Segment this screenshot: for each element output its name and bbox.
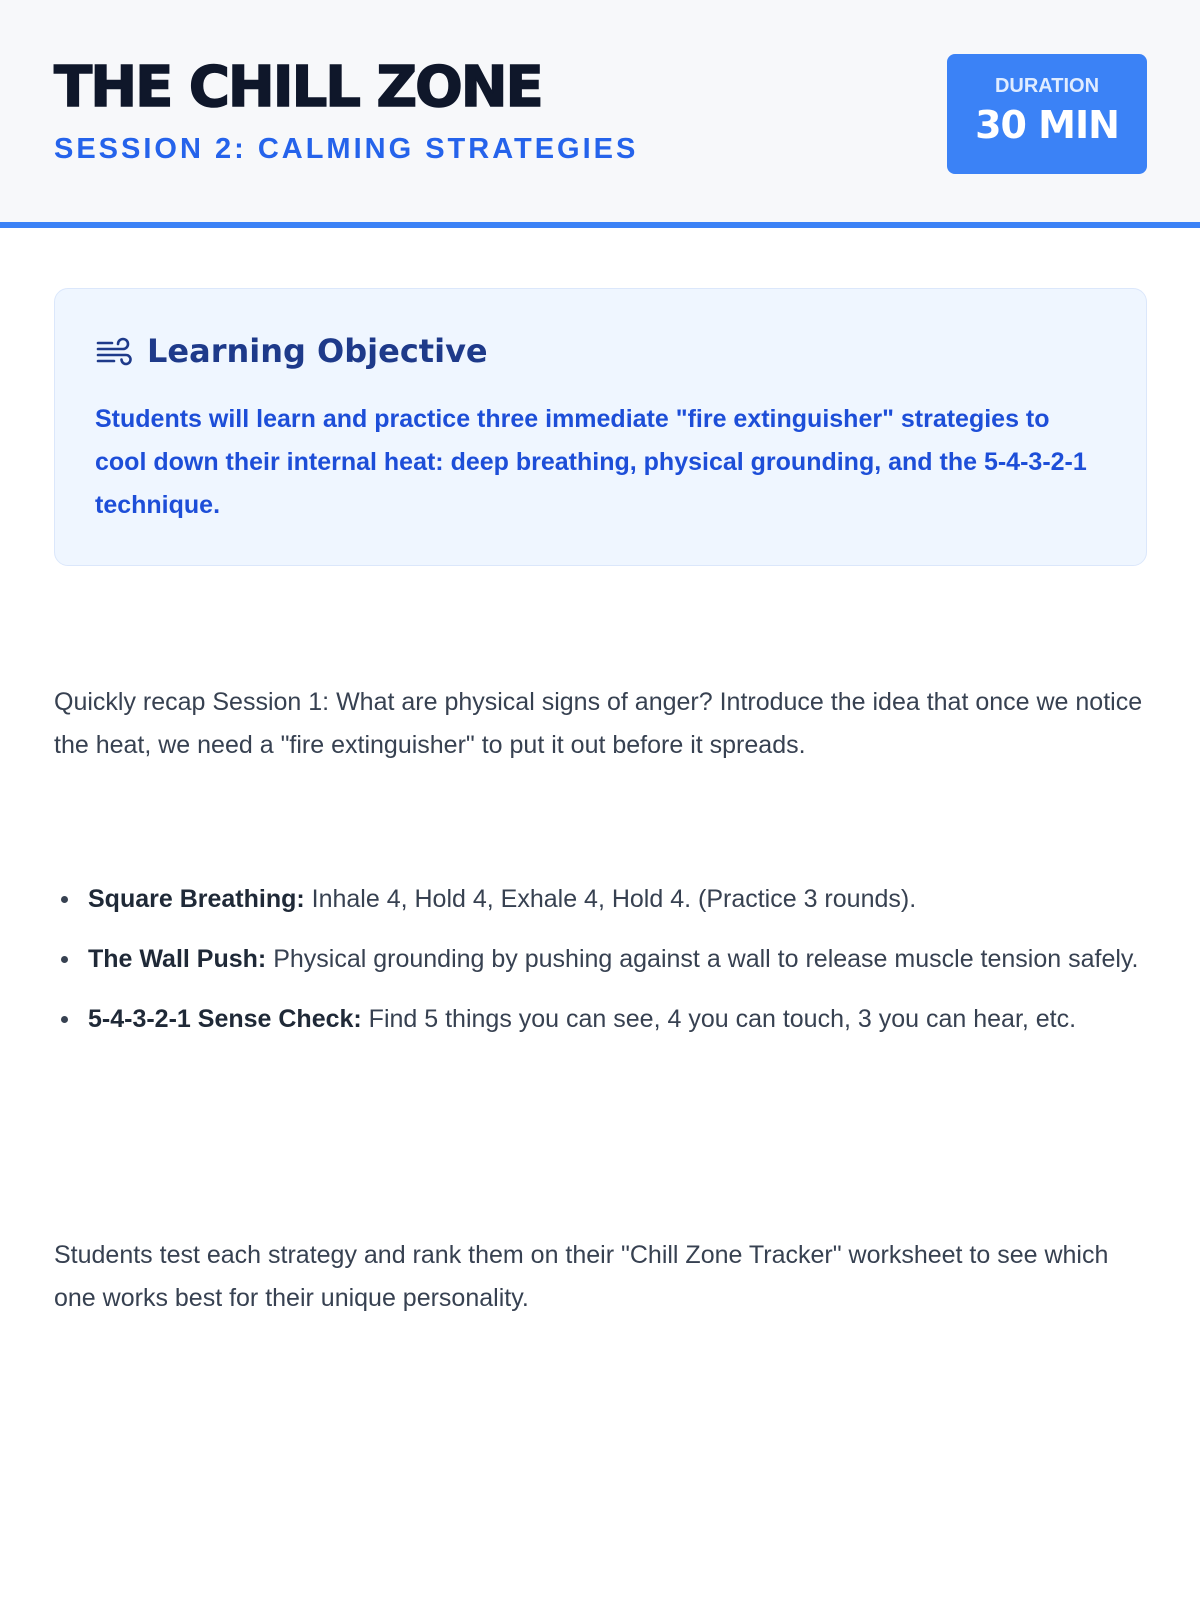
strategy-list (54, 879, 1178, 1059)
objective-text: Students will learn and practice three immediate "fire extinguisher" strategies to cool down their internal heat: deep breathing, physical grounding, and the 5-4-3-2-1 technique. (95, 405, 1087, 519)
strategy-name: The Wall Push: (88, 945, 267, 973)
objective-title: Learning Objective (147, 332, 488, 370)
strategy-description: Find 5 things you can see, 4 you can touch, 3 you can hear, etc. (361, 1005, 1077, 1033)
bullet-point (61, 896, 68, 903)
bullet-point (61, 1016, 68, 1023)
duration-value: 30 MIN (975, 103, 1119, 147)
strategy-item-square-breathing (88, 879, 1178, 919)
duration-label: DURATION (994, 75, 1100, 97)
strategy-description: Physical grounding by pushing against a wall to release muscle tension safely. (266, 945, 1139, 973)
strategy-name: 5-4-3-2-1 Sense Check: (88, 1005, 362, 1033)
duration-badge (947, 54, 1147, 174)
objective-heading (95, 331, 488, 371)
wind-icon (95, 335, 135, 367)
page-title: THE CHILL ZONE (54, 55, 542, 120)
page-header (0, 0, 1200, 228)
intro-paragraph: Quickly recap Session 1: What are physical signs of anger? Introduce the idea that once we notice the heat, we need a "fire extinguisher" to put it out before it spreads. (54, 688, 1143, 759)
strategy-description: Inhale 4, Hold 4, Exhale 4, Hold 4. (Practice 3 rounds). (304, 885, 917, 913)
bullet-point (61, 956, 68, 963)
learning-objective-card (54, 288, 1147, 566)
strategy-item-wall-push (88, 939, 1178, 979)
closing-paragraph: Students test each strategy and rank them on their "Chill Zone Tracker" worksheet to see which one works best for their unique personality. (54, 1241, 1109, 1312)
strategy-name: Square Breathing: (88, 885, 305, 913)
strategy-item-sense-check (88, 999, 1178, 1039)
session-subtitle: SESSION 2: CALMING STRATEGIES (54, 133, 639, 165)
